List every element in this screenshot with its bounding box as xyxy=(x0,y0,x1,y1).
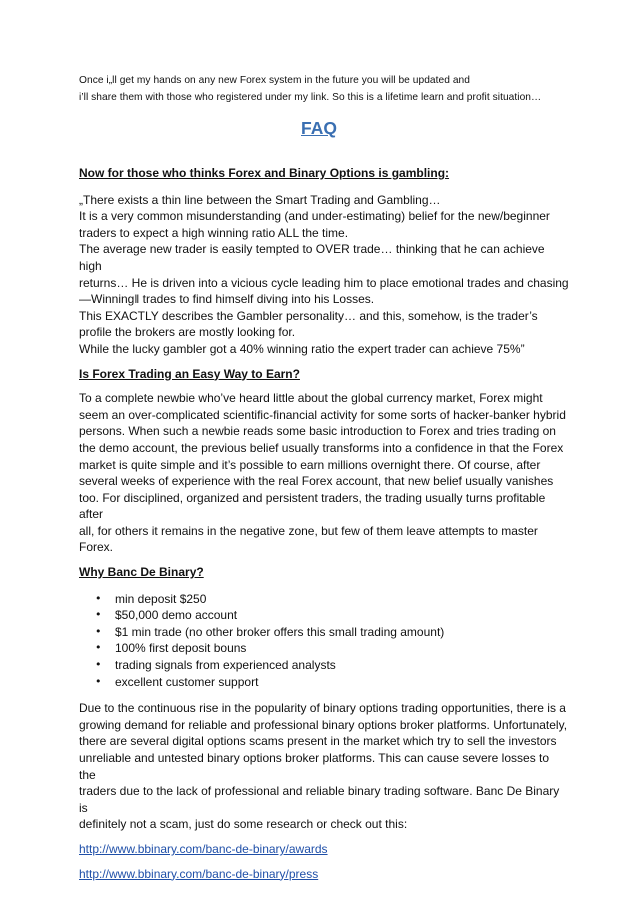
faq-title: FAQ xyxy=(301,118,337,138)
paragraph-line: unreliable and untested binary options broker platforms. This can cause severe losses to the xyxy=(79,751,550,782)
list-item: • $50,000 demo account xyxy=(79,607,569,624)
paragraph-line: persons. When such a newbie reads some basic introduction to Forex and tries trading on xyxy=(79,424,556,439)
quote-line: —Winning‖ trades to find himself diving into his Losses. xyxy=(79,292,375,307)
document-body xyxy=(79,165,569,882)
paragraph-line: growing demand for reliable and professional binary options broker platforms. Unfortunately, xyxy=(79,717,568,732)
section-heading-why-banc: Why Banc De Binary? xyxy=(79,565,204,580)
intro-line: i’ll share them with those who registered under my link. So this is a lifetime learn and profit situation… xyxy=(79,92,542,103)
quote-line: profile the brokers are mostly looking for. xyxy=(79,325,296,340)
paragraph-line: seem an over-complicated scientific-financial activity for some sorts of hacker-banker hybrid xyxy=(79,407,566,422)
paragraph-line: too. For disciplined, organized and persistent traders, the trading usually turns profitable after xyxy=(79,490,546,522)
paragraph-line: several weeks of experience with the real Forex account, that new belief usually vanishes xyxy=(79,474,554,489)
quote-line: This EXACTLY describes the Gambler personality… and this, somehow, is the trader’s xyxy=(79,308,538,323)
paragraph-line: there are several digital options scams present in the market which try to sell the investors xyxy=(79,734,557,749)
why-banc-paragraph xyxy=(79,700,569,833)
gambling-quote xyxy=(79,192,569,358)
list-item: • 100% first deposit bouns xyxy=(79,640,569,657)
press-link[interactable]: http://www.bbinary.com/banc-de-binary/press xyxy=(79,866,319,881)
paragraph-line: To a complete newbie who’ve heard little about the global currency market, Forex might xyxy=(79,391,543,406)
paragraph-line: market is quite simple and it’s possible to earn millions overnight there. Of course, after xyxy=(79,457,541,472)
section-heading-gambling: Now for those who thinks Forex and Binary Options is gambling: xyxy=(79,166,450,180)
awards-link[interactable]: http://www.bbinary.com/banc-de-binary/awards xyxy=(79,841,328,856)
paragraph-line: the demo account, the previous belief usually transforms into a confidence in that the Forex xyxy=(79,440,564,455)
intro-line: Once i„ll get my hands on any new Forex system in the future you will be updated and xyxy=(79,75,470,86)
easy-way-paragraph xyxy=(79,390,569,556)
quote-line: traders to expect a high winning ratio ALL the time. xyxy=(79,225,349,240)
quote-line: While the lucky gambler got a 40% winning ratio the expert trader can achieve 75%” xyxy=(79,341,525,356)
paragraph-line: all, for others it remains in the negative zone, but few of them leave attempts to master xyxy=(79,523,538,538)
paragraph-line: Due to the continuous rise in the popularity of binary options trading opportunities, there is a xyxy=(79,701,566,716)
section-heading-easy-way: Is Forex Trading an Easy Way to Earn? xyxy=(79,366,300,381)
paragraph-line: traders due to the lack of professional and reliable binary trading software. Banc De Binary is xyxy=(79,784,560,815)
paragraph-line: Forex. xyxy=(79,540,114,555)
list-item: • excellent customer support xyxy=(79,674,569,691)
benefits-list xyxy=(79,591,569,691)
intro-paragraph xyxy=(79,72,579,106)
quote-line: returns… He is driven into a vicious cycle leading him to place emotional trades and chasing xyxy=(79,275,569,290)
quote-line: „There exists a thin line between the Smart Trading and Gambling… xyxy=(79,192,441,207)
list-item: • min deposit $250 xyxy=(79,591,569,608)
list-item: • $1 min trade (no other broker offers this small trading amount) xyxy=(79,624,569,641)
paragraph-line: definitely not a scam, just do some research or check out this: xyxy=(79,817,408,832)
quote-line: The average new trader is easily tempted to OVER trade… thinking that he can achieve high xyxy=(79,242,545,273)
quote-line: It is a very common misunderstanding (and under-estimating) belief for the new/beginner xyxy=(79,209,550,224)
list-item: • trading signals from experienced analysts xyxy=(79,657,569,674)
